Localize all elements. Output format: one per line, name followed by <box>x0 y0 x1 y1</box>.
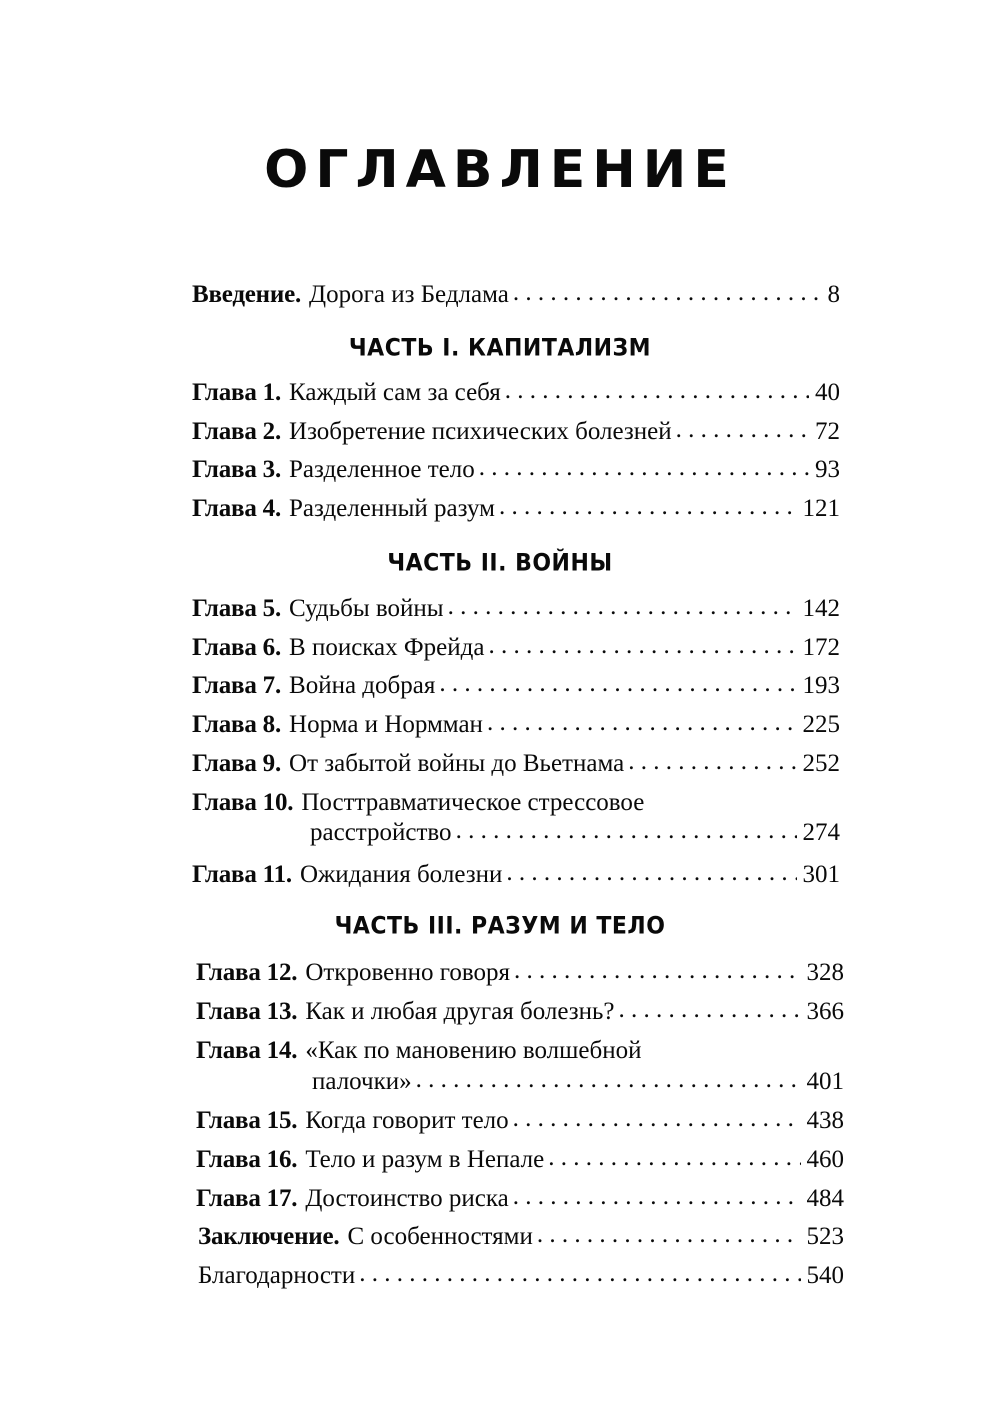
toc-entry-chapter-6[interactable] <box>192 631 840 665</box>
entry-title: Каждый сам за себя <box>289 379 501 406</box>
entry-title: От забытой войны до Вьетнама <box>289 750 625 777</box>
toc-entry-conclusion[interactable] <box>198 1220 844 1254</box>
entry-title: Дорога из Бедлама <box>309 281 509 308</box>
entry-label: Заключение. <box>198 1223 340 1250</box>
toc-entry-chapter-12[interactable] <box>196 956 844 990</box>
dot-leader <box>513 1180 801 1214</box>
dot-leader <box>548 1141 800 1175</box>
entry-title: Разделенный разум <box>289 495 495 522</box>
toc-entry-chapter-4[interactable] <box>192 492 840 526</box>
entry-title: Как и любая другая болезнь? <box>305 998 615 1025</box>
part-heading-2: ЧАСТЬ II. ВОЙНЫ <box>387 549 613 577</box>
dot-leader <box>514 954 801 988</box>
entry-page: 301 <box>802 861 840 888</box>
entry-label: Глава 17. <box>196 1185 298 1212</box>
entry-title: Посттравматическое стрессовое <box>301 789 645 816</box>
toc-entry-chapter-8[interactable] <box>192 708 840 742</box>
entry-page: 193 <box>802 672 840 699</box>
entry-title: Достоинство риска <box>305 1185 509 1212</box>
entry-title: Когда говорит тело <box>305 1107 509 1134</box>
entry-label: Глава 8. <box>192 711 282 738</box>
dot-leader <box>537 1218 801 1252</box>
toc-entry-chapter-2[interactable] <box>192 415 840 449</box>
toc-entry-chapter-11[interactable] <box>192 858 840 892</box>
entry-label: Глава 13. <box>196 998 298 1025</box>
part-heading-3: ЧАСТЬ III. РАЗУМ И ТЕЛО <box>334 912 666 940</box>
toc-entry-chapter-7[interactable] <box>192 669 840 703</box>
dot-leader <box>359 1257 800 1291</box>
toc-entry-intro[interactable] <box>192 278 840 312</box>
entry-title: Ожидания болезни <box>299 861 503 888</box>
entry-title: «Как по мановению волшебной <box>305 1037 642 1064</box>
entry-label: Глава 10. <box>192 789 294 816</box>
entry-label: Глава 5. <box>192 595 282 622</box>
entry-label: Глава 2. <box>192 418 282 445</box>
page-title: ОГЛАВЛЕНИЕ <box>264 140 736 200</box>
entry-label: Глава 15. <box>196 1107 298 1134</box>
entry-label: Глава 3. <box>192 456 282 483</box>
dot-leader <box>676 413 809 447</box>
toc-entry-chapter-14-continued[interactable] <box>312 1065 844 1099</box>
entry-title-continued: палочки» <box>312 1068 412 1095</box>
dot-leader <box>479 451 809 485</box>
entry-title: Откровенно говоря <box>305 959 510 986</box>
dot-leader <box>416 1063 801 1097</box>
dot-leader <box>456 814 797 848</box>
entry-label: Глава 16. <box>196 1146 298 1173</box>
toc-entry-chapter-13[interactable] <box>196 995 844 1029</box>
toc-entry-chapter-9[interactable] <box>192 747 840 781</box>
dot-leader <box>448 590 797 624</box>
dot-leader <box>628 745 796 779</box>
entry-title: Война добрая <box>289 672 436 699</box>
entry-title: Тело и разум в Непале <box>305 1146 545 1173</box>
entry-page: 484 <box>806 1185 844 1212</box>
dot-leader <box>513 1102 801 1136</box>
entry-page: 523 <box>806 1223 844 1250</box>
entry-title: В поисках Фрейда <box>289 634 485 661</box>
entry-title: С особенностями <box>347 1223 533 1250</box>
entry-page: 225 <box>802 711 840 738</box>
entry-page: 72 <box>815 418 840 445</box>
toc-entry-chapter-10-continued[interactable] <box>310 816 840 850</box>
dot-leader <box>439 667 796 701</box>
entry-label: Глава 12. <box>196 959 298 986</box>
toc-entry-chapter-15[interactable] <box>196 1104 844 1138</box>
entry-page: 172 <box>802 634 840 661</box>
dot-leader <box>619 993 801 1027</box>
entry-label: Глава 6. <box>192 634 282 661</box>
entry-title: Разделенное тело <box>289 456 475 483</box>
dot-leader <box>488 629 796 663</box>
dot-leader <box>513 276 822 310</box>
dot-leader <box>505 374 809 408</box>
entry-title: Благодарности <box>198 1262 356 1289</box>
entry-page: 121 <box>802 495 840 522</box>
entry-label: Глава 11. <box>192 861 292 888</box>
entry-page: 8 <box>827 281 840 308</box>
entry-label: Глава 14. <box>196 1037 298 1064</box>
entry-title-continued: расстройство <box>310 819 452 846</box>
entry-page: 366 <box>806 998 844 1025</box>
toc-entry-acknowledgements[interactable] <box>198 1259 844 1293</box>
entry-label: Глава 7. <box>192 672 282 699</box>
toc-entry-chapter-5[interactable] <box>192 592 840 626</box>
entry-page: 274 <box>802 819 840 846</box>
dot-leader <box>506 856 796 890</box>
part-heading-1: ЧАСТЬ I. КАПИТАЛИЗМ <box>348 334 652 362</box>
toc-entry-chapter-3[interactable] <box>192 453 840 487</box>
entry-label: Введение. <box>192 281 302 308</box>
entry-page: 93 <box>815 456 840 483</box>
entry-page: 401 <box>806 1068 844 1095</box>
toc-entry-chapter-17[interactable] <box>196 1182 844 1216</box>
entry-page: 252 <box>802 750 840 777</box>
entry-label: Глава 4. <box>192 495 282 522</box>
entry-title: Изобретение психических болезней <box>289 418 672 445</box>
entry-title: Норма и Нормман <box>289 711 483 738</box>
dot-leader <box>499 490 797 524</box>
toc-entry-chapter-16[interactable] <box>196 1143 844 1177</box>
entry-page: 142 <box>802 595 840 622</box>
entry-page: 460 <box>806 1146 844 1173</box>
entry-page: 328 <box>806 959 844 986</box>
entry-label: Глава 1. <box>192 379 282 406</box>
entry-page: 540 <box>806 1262 844 1289</box>
entry-page: 40 <box>815 379 840 406</box>
entry-page: 438 <box>806 1107 844 1134</box>
dot-leader <box>487 706 797 740</box>
toc-entry-chapter-1[interactable] <box>192 376 840 410</box>
entry-label: Глава 9. <box>192 750 282 777</box>
entry-title: Судьбы войны <box>289 595 444 622</box>
